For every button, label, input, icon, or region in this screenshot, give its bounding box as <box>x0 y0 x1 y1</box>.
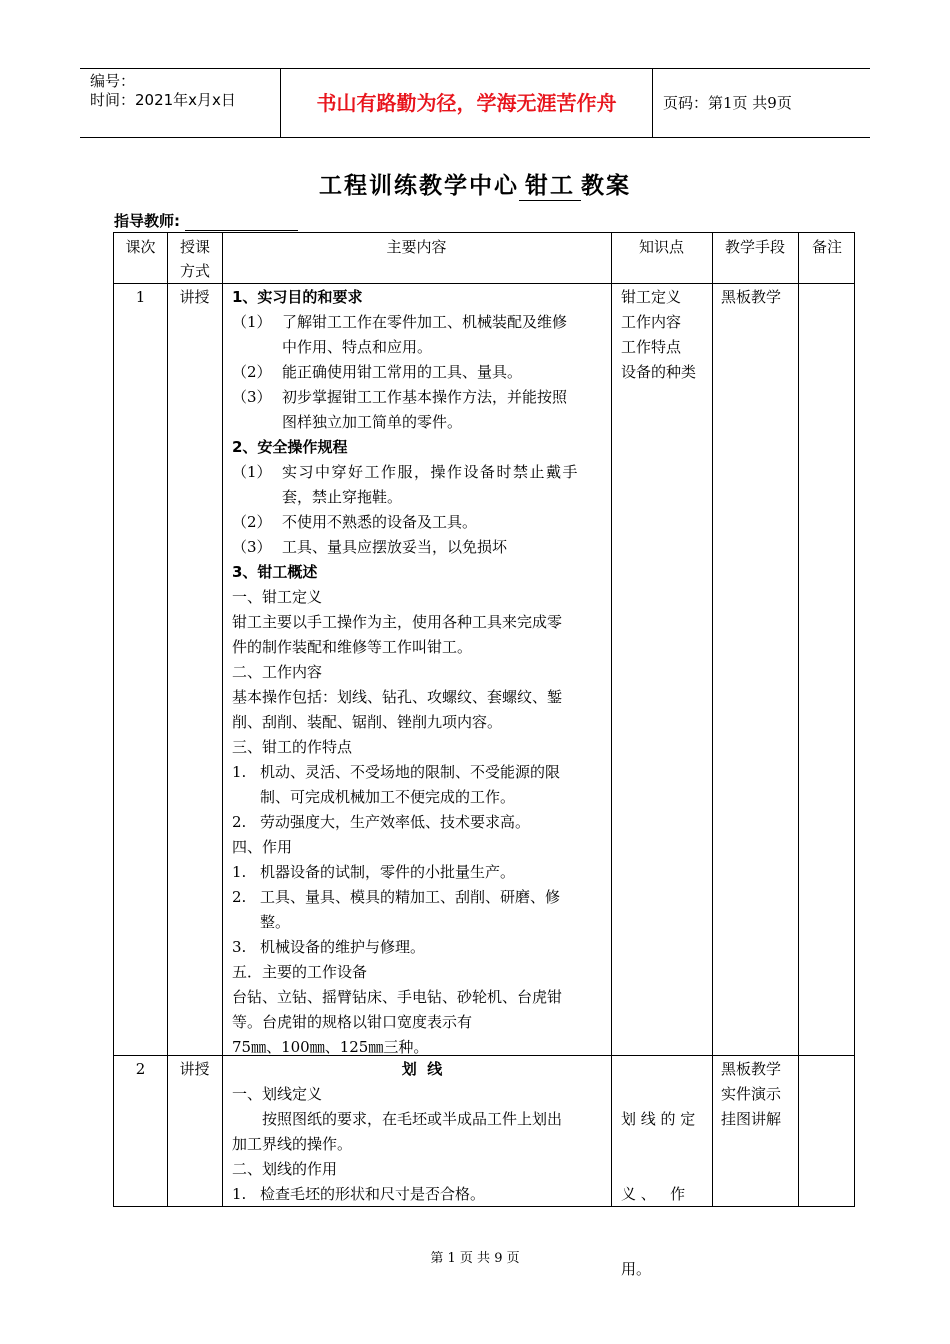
header-method: 授课方式 <box>179 238 210 280</box>
header-info <box>80 69 280 137</box>
teacher-blank-line <box>185 216 298 231</box>
section-title: 2、安全操作规程 <box>232 438 348 456</box>
table-col-divider <box>712 233 713 1206</box>
list-item: （2） 不使用不熟悉的设备及工具。 <box>232 513 478 531</box>
list-item: （3） 工具、量具应摆放妥当，以免损坏 <box>232 538 508 556</box>
row2-means: 黑板教学 实件演示 挂图讲解 <box>721 1060 782 1128</box>
table-col-divider <box>222 233 223 1206</box>
list-item: （1） 实习中穿好工作服，操作设备时禁止戴手 <box>232 463 580 481</box>
page-footer: 第 1 页 共 9 页 <box>430 1251 520 1266</box>
header-motto: 书山有路勤为径，学海无涯苦作舟 <box>280 69 653 137</box>
teacher-field <box>114 210 298 231</box>
row1-knowledge: 钳工定义 工作内容 工作特点 设备的种类 <box>621 288 697 381</box>
time-label: 时间：2021年x月x日 <box>90 91 236 109</box>
table-row-divider <box>114 283 854 284</box>
row2-content: 划 线 一、划线定义 按照图纸的要求，在毛坯或半成品工件上划出 加工界线的操作。 二、划线的作用 1. 检查毛坯的形状和尺寸是否合格。 <box>232 1057 612 1207</box>
list-item: 3. 机械设备的维护与修理。 <box>232 938 426 956</box>
row2-session: 2 <box>135 1060 146 1078</box>
header-session: 课次 <box>125 238 156 256</box>
list-item: 1. 机动、灵活、不受场地的限制、不受能源的限 <box>232 763 561 781</box>
header-page-label: 页码：第1页 共9页 <box>663 94 792 112</box>
title-subject: 钳工 <box>519 167 581 201</box>
section-title: 1、实习目的和要求 <box>232 288 363 306</box>
header-means: 教学手段 <box>724 238 785 256</box>
row1-method: 讲授 <box>179 288 210 306</box>
header-content: 主要内容 <box>386 238 447 256</box>
section-title: 划 线 <box>401 1060 443 1078</box>
list-item: 1. 检查毛坯的形状和尺寸是否合格。 <box>232 1185 486 1203</box>
list-item: 2. 工具、量具、模具的精加工、刮削、研磨、修 <box>232 888 561 906</box>
list-item: （2） 能正确使用钳工常用的工具、量具。 <box>232 363 523 381</box>
row2-method: 讲授 <box>179 1060 210 1078</box>
title-prefix: 工程训练教学中心 <box>319 173 519 199</box>
list-item: 2. 劳动强度大，生产效率低、技术要求高。 <box>232 813 531 831</box>
row1-content: 1、实习目的和要求 （1） 了解钳工工作在零件加工、机械装配及维修 中作用、特点和应用。 （2） 能正确使用钳工常用的工具、量具。 （3） 初步掌握钳工工作基本操作方法，并能按照 图样独立加工简单的零件。 2、安全操作规程 （1） 实习中穿好工作服，操作设备时禁止戴手 套，禁止穿拖鞋。 （2） 不使用不熟悉的设备及工具。 （3） 工具、量具应摆放妥当，以免损坏 3、钳工概述 一、钳工定义 钳工主要以手工操作为主，使用各种工具来完成零 件的制作装配和维修等工作叫钳工。 二、工作内容 基本操作包括：划线、钻孔、攻螺纹、套螺纹、錾 削、刮削、装配、锯削、锉削九项内容。 三、钳工的作特点 1. 机动、灵活、不受场地的限制、不受能源的限 制、可完成机械加工不便完成的工作。 2. 劳动强度大，生产效率低、技术要求高。 四、作用 1. 机器设备的试制，零件的小批量生产。 2. 工具、量具、模具的精加工、刮削、研磨、修 整。 3. 机械设备的维护与修理。 五．主要的工作设备 台钻、立钻、摇臂钻床、手电钻、砂轮机、台虎钳 等。台虎钳的规格以钳口宽度表示有 75㎜、100㎜、125㎜三种。 <box>232 285 612 1060</box>
header-knowledge: 知识点 <box>638 238 684 256</box>
section-title: 3、钳工概述 <box>232 563 318 581</box>
teacher-label: 指导教师: <box>114 212 180 230</box>
list-item: 1. 机器设备的试制，零件的小批量生产。 <box>232 863 516 881</box>
document-title <box>0 167 950 201</box>
document-header <box>80 68 870 138</box>
list-item: （3） 初步掌握钳工工作基本操作方法，并能按照 <box>232 388 568 406</box>
row1-session: 1 <box>135 288 146 306</box>
row2-knowledge: 划 线 的 定 义 、 作 用。 <box>621 1110 696 1278</box>
title-suffix: 教案 <box>581 173 631 199</box>
header-remarks: 备注 <box>811 238 842 256</box>
row1-means: 黑板教学 <box>721 288 782 306</box>
number-label: 编号： <box>90 72 136 90</box>
list-item: （1） 了解钳工工作在零件加工、机械装配及维修 <box>232 313 568 331</box>
